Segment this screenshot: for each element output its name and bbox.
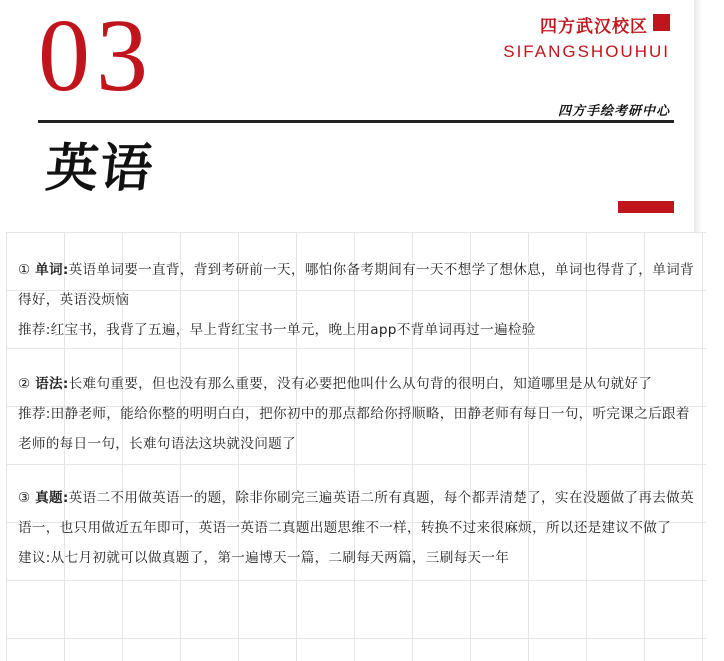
section-marker: ③ (18, 490, 31, 506)
section-paragraph (18, 255, 698, 315)
brand-name-en: SIFANGSHOUHUI (503, 42, 670, 61)
accent-bar (618, 201, 674, 213)
section-note: 推荐:红宝书，我背了五遍，早上背红宝书一单元，晚上用app不背单词再过一遍检验 (18, 322, 536, 338)
header-shadow (694, 0, 702, 232)
section-marker: ① (18, 262, 31, 278)
section-paragraph (18, 369, 698, 399)
section-note: 推荐:田静老师，能给你整的明明白白，把你初中的那点都给你捋顺略，田静老师有每日一句，听完课之后跟着老师的每日一句，长难句语法这块就没问题了 (18, 406, 690, 452)
brand-square-icon (653, 14, 670, 31)
section-vocabulary (18, 255, 698, 345)
header-divider (38, 120, 674, 123)
section-body: 长难句重要，但也没有那么重要，没有必要把他叫什么从句背的很明白，知道哪里是从句就好了 (68, 376, 653, 392)
section-note: 建议:从七月初就可以做真题了，第一遍博天一篇，二刷每天两篇，三刷每天一年 (18, 550, 510, 566)
section-heading: 语法: (35, 376, 69, 392)
section-number: 03 (38, 0, 154, 113)
article-content (18, 255, 698, 597)
brand-name-cn: 四方武汉校区 (540, 17, 648, 37)
subject-title: 英语 (42, 138, 158, 199)
center-name: 四方手绘考研中心 (557, 104, 670, 119)
section-body: 英语二不用做英语一的题，除非你刷完三遍英语二所有真题，每个都弄清楚了，实在没题做了再去做英语一，也只用做近五年即可，英语一英语二真题出题思维不一样，转换不过来很麻烦，所以还是建议不做了 (18, 490, 694, 536)
section-grammar (18, 369, 698, 459)
section-paragraph (18, 483, 698, 543)
section-past-papers (18, 483, 698, 573)
section-heading: 真题: (35, 490, 69, 506)
section-marker: ② (18, 376, 31, 392)
header-card (6, 0, 696, 232)
section-heading: 单词: (35, 262, 69, 278)
section-body: 英语单词要一直背，背到考研前一天，哪怕你备考期间有一天不想学了想休息，单词也得背了，单词背得好，英语没烦恼 (18, 262, 694, 308)
